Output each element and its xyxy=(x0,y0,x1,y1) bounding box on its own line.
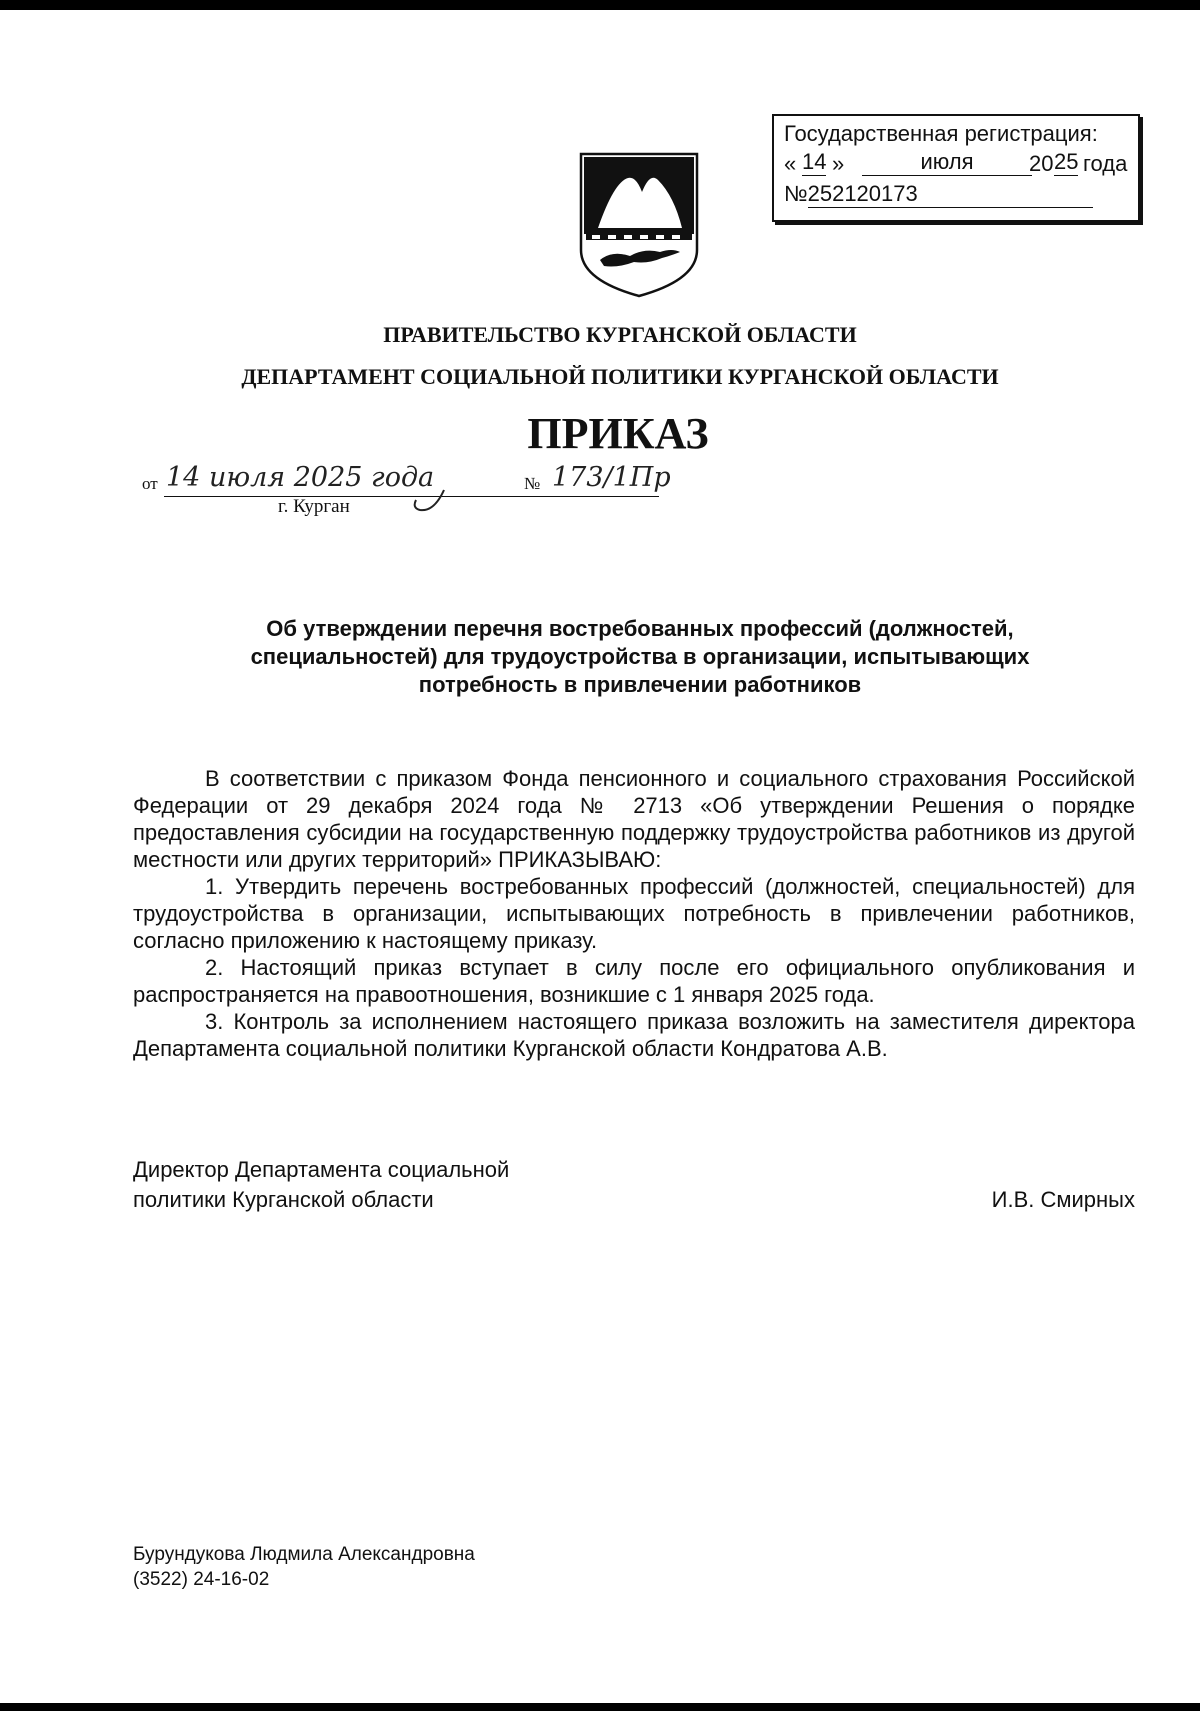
signatory-position-line2: политики Курганской области xyxy=(133,1187,434,1212)
scan-border-top xyxy=(0,0,1200,10)
order-number-label: № xyxy=(524,474,541,493)
registration-date xyxy=(784,149,1134,179)
order-item-1: 1. Утвердить перечень востребованных профессий (должностей, специальностей) для трудоустройства в организации, испытывающих потребность в привлечении работников, согласно приложению к настоящему приказу. xyxy=(133,874,1135,953)
registration-quote-close: » xyxy=(832,151,845,176)
registration-quote-open: « xyxy=(784,151,797,176)
registration-number-row xyxy=(784,179,1124,209)
order-item-3: 3. Контроль за исполнением настоящего приказа возложить на заместителя директора Департамента социальной политики Курганской области Кондратова А.В. xyxy=(133,1009,1135,1061)
signatory-name: И.В. Смирных xyxy=(991,1187,1135,1212)
scan-border-bottom xyxy=(0,1703,1200,1711)
registration-year-prefix: 20 xyxy=(1029,151,1054,176)
order-number-underline xyxy=(550,496,642,497)
registration-day: 14 xyxy=(802,149,827,174)
registration-number: 252120173 xyxy=(808,181,1093,208)
order-city: г. Курган xyxy=(278,496,350,517)
handwriting-flourish xyxy=(410,486,450,516)
order-preamble: В соответствии с приказом Фонда пенсионного и социального страхования Российской Федерации от 29 декабря 2024 года № 2713 «Об утверждении Решения о порядке предоставления субсидии на государственную поддержку трудоустройства работников из другой местности или других территорий» ПРИКАЗЫВАЮ: xyxy=(133,766,1135,872)
order-item-2: 2. Настоящий приказ вступает в силу после его официального опубликования и распространяется на правоотношения, возникшие с 1 января 2025 года. xyxy=(133,955,1135,1007)
order-details xyxy=(142,462,671,522)
registration-number-label: № xyxy=(784,181,808,206)
document-type-title: ПРИКАЗ xyxy=(527,409,709,458)
registration-year-suffix: 25 xyxy=(1054,149,1079,174)
order-date-handwritten: 14 июля 2025 года xyxy=(166,462,435,493)
government-title: ПРАВИТЕЛЬСТВО КУРГАНСКОЙ ОБЛАСТИ xyxy=(383,322,857,347)
registration-stamp xyxy=(772,114,1140,222)
signatory-position-line1: Директор Департамента социальной xyxy=(133,1157,510,1182)
executor-info xyxy=(133,1542,475,1592)
order-body xyxy=(133,765,1135,1062)
registration-title: Государственная регистрация: xyxy=(784,121,1098,146)
order-date-label: от xyxy=(142,474,158,493)
registration-month: июля xyxy=(862,149,1032,176)
registration-year-word: года xyxy=(1083,151,1128,176)
order-subject: Об утверждении перечня востребованных профессий (должностей, специальностей) для трудоустройства в организации, испытывающих потребность в привлечении работников xyxy=(250,616,1030,697)
department-title: ДЕПАРТАМЕНТ СОЦИАЛЬНОЙ ПОЛИТИКИ КУРГАНСКОЙ ОБЛАСТИ xyxy=(241,364,999,389)
executor-name: Бурундукова Людмила Александровна xyxy=(133,1544,475,1565)
executor-phone: (3522) 24-16-02 xyxy=(133,1569,270,1590)
signatory-position xyxy=(133,1155,509,1215)
coat-of-arms-icon xyxy=(578,152,700,298)
order-number-handwritten: 173/1Пр xyxy=(552,462,671,493)
